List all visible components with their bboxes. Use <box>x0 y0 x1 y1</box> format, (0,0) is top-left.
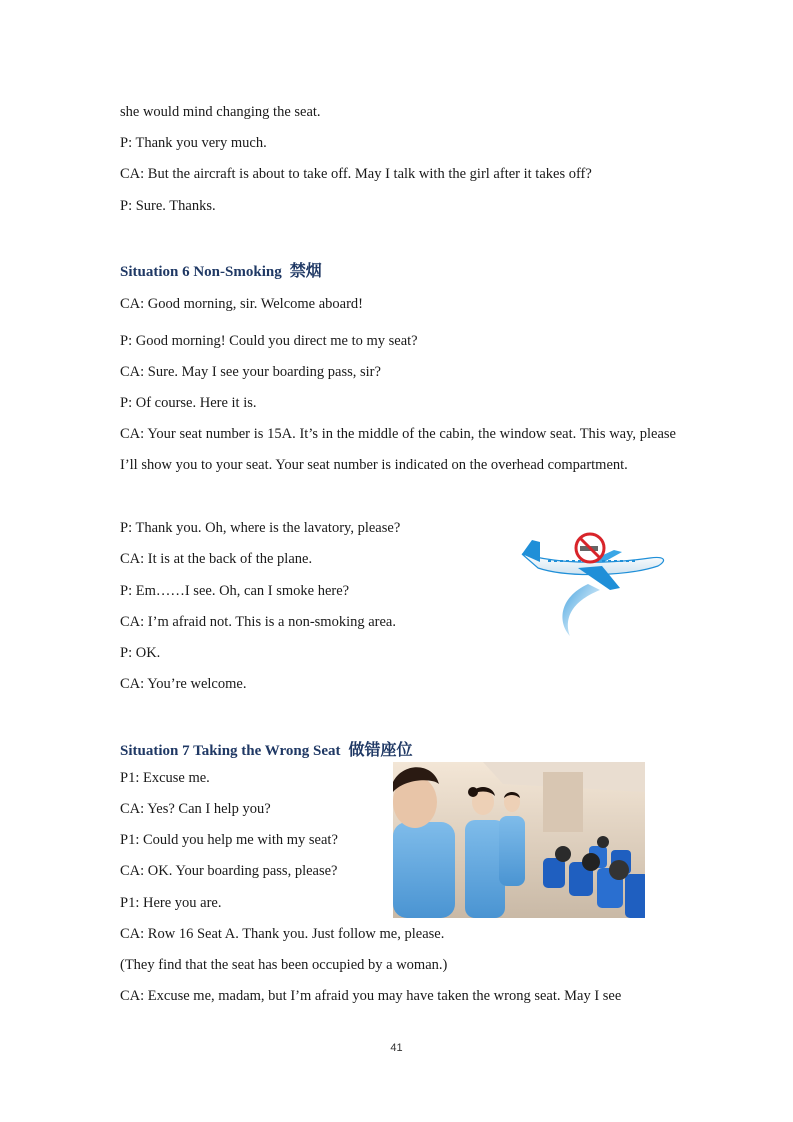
dialogue-line: P: Of course. Here it is. <box>120 395 257 411</box>
dialogue-line: (They find that the seat has been occupied by a woman.) <box>120 957 448 973</box>
dialogue-line: CA: Sure. May I see your boarding pass, sir? <box>120 364 381 380</box>
dialogue-line: CA: You’re welcome. <box>120 676 247 692</box>
text-line: CA: But the aircraft is about to take off. May I talk with the girl after it takes off? <box>120 166 592 182</box>
no-smoking-icon <box>576 534 604 562</box>
dialogue-line: P1: Here you are. <box>120 895 222 911</box>
heading-zh: 做错座位 <box>348 740 413 759</box>
dialogue-line: CA: Yes? Can I help you? <box>120 801 271 817</box>
text-line: P: Sure. Thanks. <box>120 198 216 214</box>
no-smoking-airplane-illustration <box>518 528 670 640</box>
swoosh-trail <box>563 584 600 636</box>
dialogue-line: CA: I’m afraid not. This is a non-smoking area. <box>120 614 396 630</box>
heading-zh: 禁烟 <box>289 261 322 280</box>
dialogue-line: CA: It is at the back of the plane. <box>120 551 313 567</box>
dialogue-line: P1: Could you help me with my seat? <box>120 832 338 848</box>
dialogue-line: CA: Good morning, sir. Welcome aboard! <box>120 296 364 312</box>
cabin-crew-photo <box>393 762 645 918</box>
dialogue-line: P: OK. <box>120 645 161 661</box>
dialogue-line: P1: Excuse me. <box>120 770 210 786</box>
dialogue-line: P: Good morning! Could you direct me to my seat? <box>120 333 418 349</box>
section-heading-situation-6 <box>120 258 322 281</box>
dialogue-line: CA: OK. Your boarding pass, please? <box>120 863 338 879</box>
dialogue-line: CA: Row 16 Seat A. Thank you. Just follow me, please. <box>120 926 445 942</box>
dialogue-paragraph: CA: Your seat number is 15A. It’s in the middle of the cabin, the window seat. This way, please I’ll show you to your seat. Your seat number is indicated on the overhead compartment. <box>120 426 676 474</box>
text-line: she would mind changing the seat. <box>120 104 321 120</box>
page-number: 41 <box>390 1042 403 1054</box>
heading-en: Situation 6 Non-Smoking <box>120 264 282 280</box>
dialogue-line: P: Em……I see. Oh, can I smoke here? <box>120 583 350 599</box>
dialogue-line: CA: Excuse me, madam, but I’m afraid you may have taken the wrong seat. May I see <box>120 988 622 1004</box>
dialogue-line: P: Thank you. Oh, where is the lavatory, please? <box>120 520 401 536</box>
heading-en: Situation 7 Taking the Wrong Seat <box>120 743 341 759</box>
section-heading-situation-7 <box>120 737 413 760</box>
text-line: P: Thank you very much. <box>120 135 267 151</box>
